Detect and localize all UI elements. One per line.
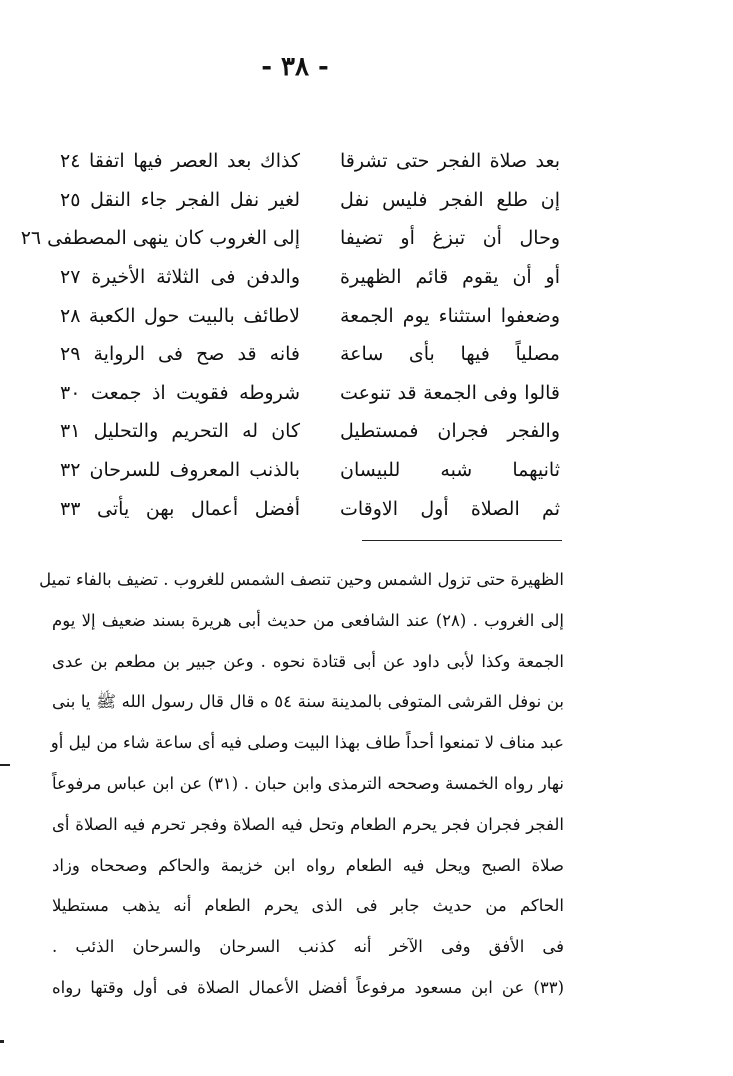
commentary-line: (٣٣) عن ابن مسعود مرفوعاً أفضل الأعمال الصلاة فى أول وقتها رواه	[52, 977, 564, 997]
verse-first-hemistich: بعد صلاة الفجر حتى تشرقا	[340, 150, 560, 173]
verse-second-hemistich: لاطائف بالبيت حول الكعبة ٢٨	[60, 304, 300, 327]
verse-first-hemistich: والفجر فجران فمستطيل	[340, 420, 560, 443]
verse-32	[60, 451, 560, 490]
verse-first-hemistich: قالوا وفى الجمعة قد تنوعت	[340, 381, 560, 404]
verse-31	[60, 412, 560, 451]
verse-first-hemistich: وحال أن تبزغ أو تضيفا	[340, 227, 560, 250]
verse-first-hemistich: ثم الصلاة أول الاوقات	[340, 497, 560, 520]
verse-first-hemistich: إن طلع الفجر فليس نفل	[340, 188, 560, 211]
verse-26	[20, 219, 560, 258]
poem-block	[20, 142, 560, 528]
verse-first-hemistich: وضعفوا استثناء يوم الجمعة	[340, 304, 560, 327]
verse-second-hemistich: والدفن فى الثلاثة الأخيرة ٢٧	[60, 266, 300, 289]
verse-24	[60, 142, 560, 181]
page-number: - ٣٨ -	[261, 52, 329, 82]
footnote-separator	[362, 540, 562, 541]
verse-second-hemistich: بالذنب المعروف للسرحان ٣٢	[60, 459, 300, 482]
commentary-line: فى الأفق وفى الآخر أنه كذنب السرحان والسرحان الذئب .	[52, 937, 564, 957]
verse-first-hemistich: ثانيهما شبه للبيسان	[340, 459, 560, 482]
verse-second-hemistich: كان له التحريم والتحليل ٣١	[60, 420, 300, 443]
verse-first-hemistich: مصلياً فيها بأى ساعة	[340, 343, 560, 366]
commentary-line: الظهيرة حتى تزول الشمس وحين تنصف الشمس للغروب . تضيف بالفاء تميل	[39, 570, 564, 589]
commentary-line: صلاة الصبح ويحل فيه الطعام رواه ابن خزيمة والحاكم وصححاه وزاد	[52, 855, 564, 875]
verse-second-hemistich: أفضل أعمال بهن يأتى ٣٣	[60, 497, 300, 520]
verse-29	[60, 335, 560, 374]
commentary-line: بن نوفل القرشى المتوفى بالمدينة سنة ٥٤ ه قال قال رسول الله ﷺ يا بنى	[52, 692, 564, 712]
commentary-line: الجمعة وكذا لأبى داود عن أبى قتادة نحوه . وعن جبير بن مطعم بن عدى	[52, 651, 564, 671]
verse-first-hemistich: أو أن يقوم قائم الظهيرة	[340, 266, 560, 289]
verse-second-hemistich: كذاك بعد العصر فيها اتفقا ٢٤	[60, 150, 300, 173]
verse-second-hemistich: فانه قد صح فى الرواية ٢٩	[60, 343, 300, 366]
verse-33	[60, 489, 560, 528]
scan-edge-mark	[0, 764, 10, 766]
commentary-line: نهار رواه الخمسة وصححه الترمذى وابن حبان . (٣١) عن ابن عباس مرفوعاً	[52, 773, 564, 793]
verse-25	[60, 181, 560, 220]
commentary-line: عبد مناف لا تمنعوا أحداً طاف بهذا البيت وصلى فيه أى ساعة شاء من ليل أو	[50, 733, 564, 753]
verse-30	[60, 374, 560, 413]
verse-second-hemistich: لغير نفل الفجر جاء النقل ٢٥	[60, 188, 300, 211]
commentary-block	[39, 560, 564, 1009]
verse-28	[60, 296, 560, 335]
commentary-line: الحاكم من حديث جابر فى الذى يحرم الطعام أنه يذهب مستطيلا	[52, 896, 564, 916]
commentary-line: الفجر فجران فجر يحرم الطعام وتحل فيه الصلاة وفجر تحرم فيه الصلاة أى	[52, 814, 564, 834]
verse-second-hemistich: شروطه فقويت اذ جمعت ٣٠	[60, 381, 300, 404]
commentary-line: إلى الغروب . (٢٨) عند الشافعى من حديث أبى هريرة بسند ضعيف إلا يوم	[52, 610, 564, 630]
scan-edge-mark	[0, 1040, 4, 1043]
verse-27	[60, 258, 560, 297]
verse-second-hemistich: إلى الغروب كان ينهى المصطفى ٢٦	[20, 227, 300, 250]
